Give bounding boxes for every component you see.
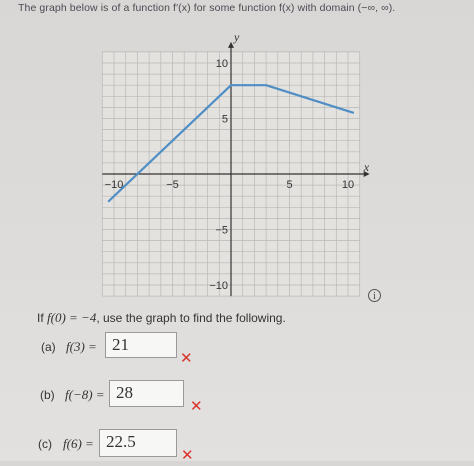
part-c-answer-input[interactable]: 22.5 <box>99 429 177 457</box>
part-b <box>0 378 474 418</box>
question-prefix: If <box>37 311 48 325</box>
part-c-incorrect-icon: ✕ <box>181 446 194 464</box>
y-tick-label: 5 <box>221 113 228 126</box>
x-axis-label: x <box>363 160 370 174</box>
part-b-expr-text: f(−8) = <box>65 387 105 402</box>
question-given: f(0) = −4 <box>47 310 97 325</box>
info-icon[interactable]: i <box>368 289 381 302</box>
part-b-expression <box>65 387 105 403</box>
y-tick-label: 10 <box>215 58 228 70</box>
part-b-label: (b) <box>40 388 55 402</box>
part-b-incorrect-icon: ✕ <box>190 397 203 415</box>
y-axis-label: y <box>234 29 240 44</box>
part-a-expression <box>66 339 97 355</box>
part-c-label: (c) <box>38 437 52 451</box>
x-tick-label: 5 <box>286 179 293 191</box>
question-text <box>37 310 286 326</box>
part-b-answer-input[interactable]: 28 <box>109 380 184 407</box>
question-suffix: , use the graph to find the following. <box>96 311 286 325</box>
x-tick-label: −10 <box>104 179 124 191</box>
part-c-expr-text: f(6) = <box>63 436 94 451</box>
y-tick-label: −10 <box>209 280 228 292</box>
part-a-incorrect-icon: ✕ <box>180 349 193 367</box>
part-a-answer-input[interactable]: 21 <box>105 332 177 358</box>
part-a <box>0 330 474 370</box>
problem-prompt: The graph below is of a function f′(x) for some function f(x) with domain (−∞, ∞). <box>18 2 396 14</box>
part-c-expression <box>63 436 94 452</box>
part-a-label: (a) <box>41 340 56 354</box>
x-tick-label: −5 <box>166 179 179 191</box>
x-tick-label: 10 <box>341 179 355 191</box>
part-a-expr-text: f(3) = <box>66 339 97 354</box>
part-c <box>0 426 474 466</box>
y-tick-label: −5 <box>215 224 228 237</box>
